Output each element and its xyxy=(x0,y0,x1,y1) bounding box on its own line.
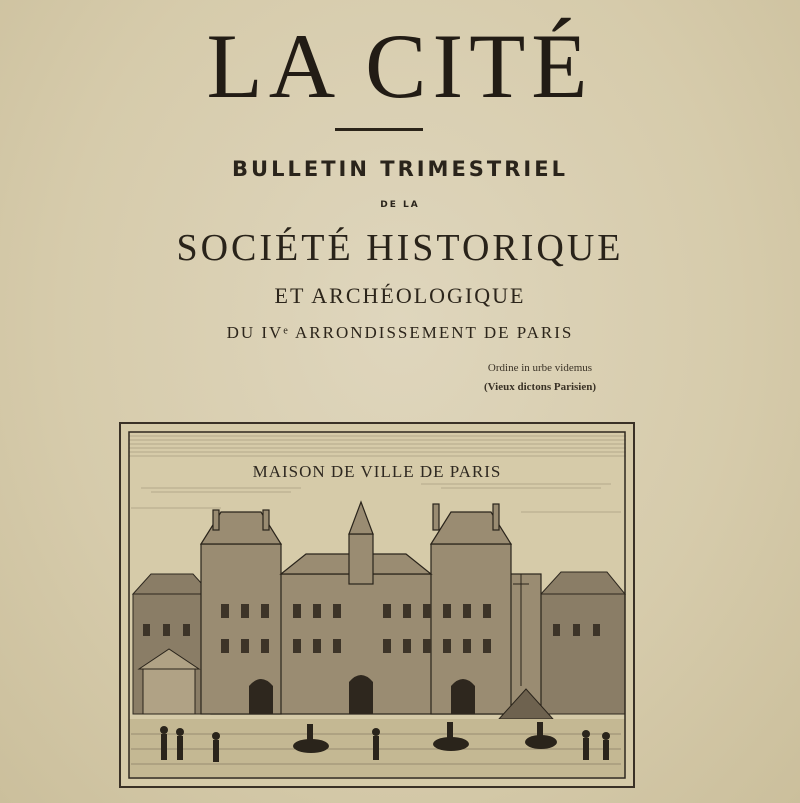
engraving-caption: MAISON DE VILLE DE PARIS xyxy=(252,462,502,481)
connector-text: DE LA xyxy=(380,200,420,210)
motto-line-2: (Vieux dictons Parisien) xyxy=(483,381,597,393)
engraving-illustration xyxy=(119,422,635,788)
district-line: DU IVᵉ ARRONDISSEMENT DE PARIS xyxy=(226,323,574,342)
bulletin-subtitle: BULLETIN TRIMESTRIEL xyxy=(232,157,568,181)
society-name: SOCIÉTÉ HISTORIQUE xyxy=(176,227,624,269)
motto-line-1: Ordine in urbe videmus xyxy=(487,362,593,374)
title-underline xyxy=(335,128,423,131)
society-name-line2: ET ARCHÉOLOGIQUE xyxy=(274,283,526,308)
page-title: LA CITÉ xyxy=(206,15,594,117)
